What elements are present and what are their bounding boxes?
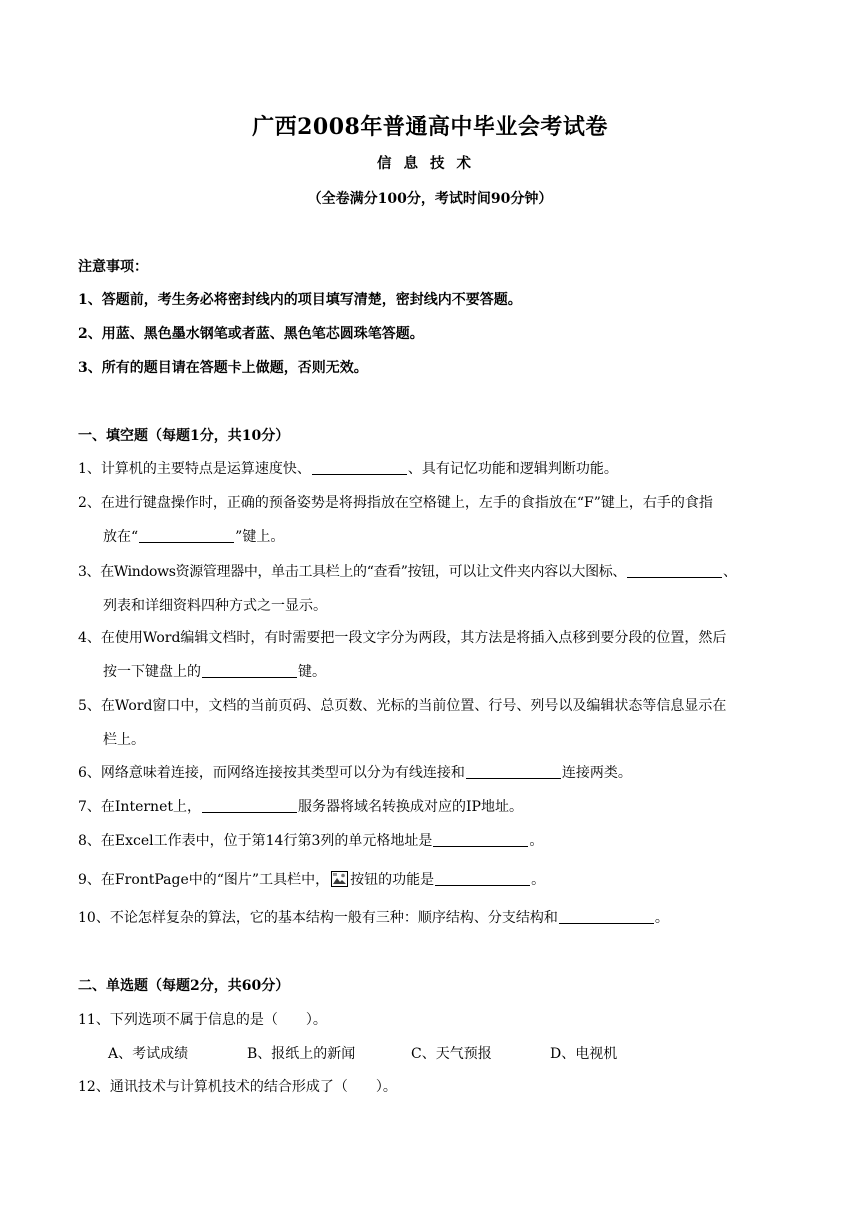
q10-text-b: 。 — [654, 910, 669, 926]
q8-blank[interactable] — [433, 832, 528, 847]
score-note: （全卷满分100分，考试时间90分钟） — [307, 191, 553, 207]
question-8 — [78, 831, 788, 851]
q10-blank[interactable] — [559, 909, 654, 924]
exam-subject: 信息技术 — [377, 155, 483, 172]
question-1 — [78, 459, 788, 479]
question-5-line2: 栏上。 — [103, 732, 145, 748]
q6-text-a: 6、网络意味着连接，而网络连接按其类型可以分为有线连接和 — [78, 765, 465, 781]
question-9 — [78, 870, 788, 890]
notice-heading: 注意事项： — [78, 259, 148, 275]
q4-text-b: 键。 — [298, 664, 326, 680]
q7-text-b: 服务器将域名转换成对应的IP地址。 — [298, 799, 523, 815]
notice-item-1: 1、答题前，考生务必将密封线内的项目填写清楚，密封线内不要答题。 — [78, 292, 522, 308]
q9-blank[interactable] — [435, 871, 530, 886]
question-10 — [78, 908, 788, 928]
q6-blank[interactable] — [466, 764, 561, 779]
q9-text-a: 9、在FrontPage中的“图片”工具栏中， — [78, 872, 330, 888]
question-6 — [78, 763, 788, 783]
picture-toolbar-icon — [331, 871, 348, 887]
q11-option-c[interactable]: C、天气预报 — [411, 1046, 492, 1062]
exam-title: 广西2008年普通高中毕业会考试卷 — [252, 114, 608, 140]
notice-item-2: 2、用蓝、黑色墨水钢笔或者蓝、黑色笔芯圆珠笔答题。 — [78, 326, 424, 342]
section1-heading: 一、填空题（每题1分，共10分） — [78, 428, 290, 444]
q8-text-b: 。 — [529, 833, 544, 849]
q1-blank[interactable] — [312, 460, 407, 475]
question-7 — [78, 797, 788, 817]
question-4-line2 — [103, 662, 813, 682]
q2-text-b: ”键上。 — [235, 529, 285, 545]
q3-text-a: 3、在Windows资源管理器中，单击工具栏上的“查看”按钮，可以让文件夹内容以大图标、 — [78, 564, 627, 580]
section2-heading: 二、单选题（每题2分，共60分） — [78, 978, 290, 994]
question-2-line1: 2、在进行键盘操作时，正确的预备姿势是将拇指放在空格键上，左手的食指放在“F”键上，右手的食指 — [78, 495, 713, 511]
q7-blank[interactable] — [202, 798, 297, 813]
q11-option-a[interactable]: A、考试成绩 — [108, 1046, 189, 1062]
question-4-line1: 4、在使用Word编辑文档时，有时需要把一段文字分为两段，其方法是将插入点移到要分段的位置，然后 — [78, 630, 727, 646]
q9-text-c: 。 — [531, 872, 546, 888]
q8-text-a: 8、在Excel工作表中，位于第14行第3列的单元格地址是 — [78, 833, 433, 849]
q4-text-a: 按一下键盘上的 — [103, 664, 201, 680]
question-3-line2: 列表和详细资料四种方式之一显示。 — [103, 598, 327, 614]
q10-text-a: 10、不论怎样复杂的算法，它的基本结构一般有三种：顺序结构、分支结构和 — [78, 910, 558, 926]
q1-text-b: 、具有记忆功能和逻辑判断功能。 — [407, 461, 618, 477]
question-5-line1: 5、在Word窗口中，文档的当前页码、总页数、光标的当前位置、行号、列号以及编辑状态等信息显示在 — [78, 698, 727, 714]
q3-blank[interactable] — [627, 563, 722, 578]
notice-item-3: 3、所有的题目请在答题卡上做题，否则无效。 — [78, 360, 368, 376]
q11-option-d[interactable]: D、电视机 — [550, 1046, 618, 1062]
q7-text-a: 7、在Internet上， — [78, 799, 201, 815]
q2-blank[interactable] — [139, 528, 234, 543]
question-3-line1 — [78, 562, 788, 582]
question-11-stem: 11、下列选项不属于信息的是（ ）。 — [78, 1012, 327, 1028]
question-12-stem: 12、通讯技术与计算机技术的结合形成了（ ）。 — [78, 1079, 397, 1095]
q11-option-b[interactable]: B、报纸上的新闻 — [247, 1046, 356, 1062]
q9-text-b: 按钮的功能是 — [350, 872, 435, 888]
q6-text-b: 连接两类。 — [561, 765, 632, 781]
q1-text-a: 1、计算机的主要特点是运算速度快、 — [78, 461, 311, 477]
question-2-line2 — [103, 527, 813, 547]
q3-text-b: 、 — [723, 564, 737, 580]
q4-blank[interactable] — [202, 663, 297, 678]
q2-text-a: 放在“ — [103, 529, 139, 545]
